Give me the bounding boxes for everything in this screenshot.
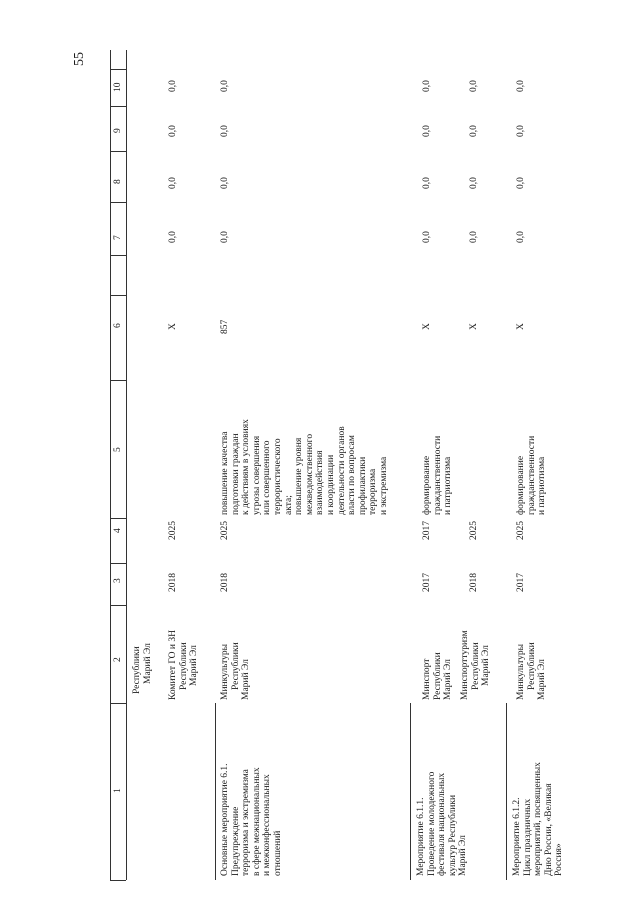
row-b-col10: 0,0 (220, 80, 230, 92)
row-c-col7-2: 0,0 (469, 231, 479, 243)
column-border (110, 255, 126, 256)
row-c-responsible-2: Минспорттуризм Республики Марий Эл (460, 630, 492, 700)
table-edge (110, 50, 111, 880)
row-border (410, 703, 411, 880)
column-border (110, 295, 126, 296)
column-border (110, 563, 126, 564)
row-c-start-year-2: 2018 (469, 573, 479, 592)
column-border (110, 69, 126, 70)
header-row-border (126, 50, 127, 880)
row-c-col8-1: 0,0 (422, 177, 432, 189)
row-b-col6: 857 (220, 319, 230, 334)
header-col-8: 8 (113, 179, 123, 184)
column-border (110, 880, 126, 881)
row-b-result: повышение качества подготовки граждан к действиям в условиях угрозы совершения или совершенного террористического акта; повышение уровня межведомственного взаимодействия и координации деятельности органов власти по вопросам профилактики терроризма и экстремизма (220, 419, 389, 515)
row-b-start-year: 2018 (220, 573, 230, 592)
header-col-6: 6 (113, 323, 123, 328)
row-d-responsible: Минкультуры Республики Марий Эл (516, 642, 548, 700)
row-c-col6-second: Х (469, 323, 479, 330)
responsible-continued: Республики Марий Эл (132, 643, 153, 694)
row-b-col9: 0,0 (220, 125, 230, 137)
header-col-10: 10 (113, 82, 123, 92)
row-a-col6: Х (168, 323, 178, 330)
row-d-result: формирование гражданственности и патриотизма (516, 435, 548, 515)
row-a-start-year: 2018 (168, 573, 178, 592)
column-border (110, 605, 126, 606)
row-c-col9-2: 0,0 (469, 125, 479, 137)
column-border (110, 703, 126, 704)
row-a-col10: 0,0 (168, 80, 178, 92)
header-col-4: 4 (113, 528, 123, 533)
row-b-responsible: Минкультуры Республики Марий Эл (220, 642, 252, 700)
column-border (110, 151, 126, 152)
row-border (506, 703, 507, 880)
column-border (110, 106, 126, 107)
column-border (110, 380, 126, 381)
row-d-end-year: 2025 (516, 521, 526, 540)
row-c-col7-1: 0,0 (422, 231, 432, 243)
row-b-activity-name: Основные мероприятие 6.1. Предупреждение терроризма и экстремизма в сфере межнациональных и межконфессиональных отношений (220, 763, 283, 876)
row-d-col10: 0,0 (516, 80, 526, 92)
row-b-col7: 0,0 (220, 231, 230, 243)
header-col-5: 5 (113, 447, 123, 452)
row-c-start-year-1: 2017 (422, 573, 432, 592)
row-a-col9: 0,0 (168, 125, 178, 137)
row-c-col8-2: 0,0 (469, 177, 479, 189)
row-c-col9-1: 0,0 (422, 125, 432, 137)
column-border (110, 202, 126, 203)
row-c-col6: Х (422, 323, 432, 330)
row-border (215, 703, 216, 880)
row-a-end-year: 2025 (168, 521, 178, 540)
row-c-activity-name: Мероприятие 6.1.1. Проведение молодежного фестиваля национальных культур Республики Марий Эл (416, 771, 469, 876)
row-d-col9: 0,0 (516, 125, 526, 137)
header-col-7: 7 (113, 235, 123, 240)
row-d-col6: Х (516, 323, 526, 330)
row-b-end-year: 2025 (220, 521, 230, 540)
header-col-3: 3 (113, 578, 123, 583)
row-d-start-year: 2017 (516, 573, 526, 592)
row-c-col10-2: 0,0 (469, 80, 479, 92)
row-a-responsible: Комитет ГО и ЗН Республики Марий Эл (168, 630, 200, 700)
row-d-col8: 0,0 (516, 177, 526, 189)
row-c-end-year-2: 2025 (469, 521, 479, 540)
row-d-col7: 0,0 (516, 231, 526, 243)
header-col-1: 1 (113, 788, 123, 793)
row-d-activity-name: Мероприятие 6.1.2. Цикл праздничных мероприятий, посвященных Дню России, «Великая Россия» (512, 762, 565, 876)
row-b-col8: 0,0 (220, 177, 230, 189)
row-c-col10-1: 0,0 (422, 80, 432, 92)
column-border (110, 518, 126, 519)
row-c-responsible-1: Минспорт Республики Марий Эл (422, 652, 454, 700)
row-c-result: формирование гражданственности и патриотизма (422, 435, 454, 515)
row-c-end-year-1: 2017 (422, 521, 432, 540)
row-a-col8: 0,0 (168, 177, 178, 189)
row-a-col7: 0,0 (168, 231, 178, 243)
page-number: 55 (72, 52, 87, 66)
header-col-9: 9 (113, 128, 123, 133)
header-col-2: 2 (113, 657, 123, 662)
